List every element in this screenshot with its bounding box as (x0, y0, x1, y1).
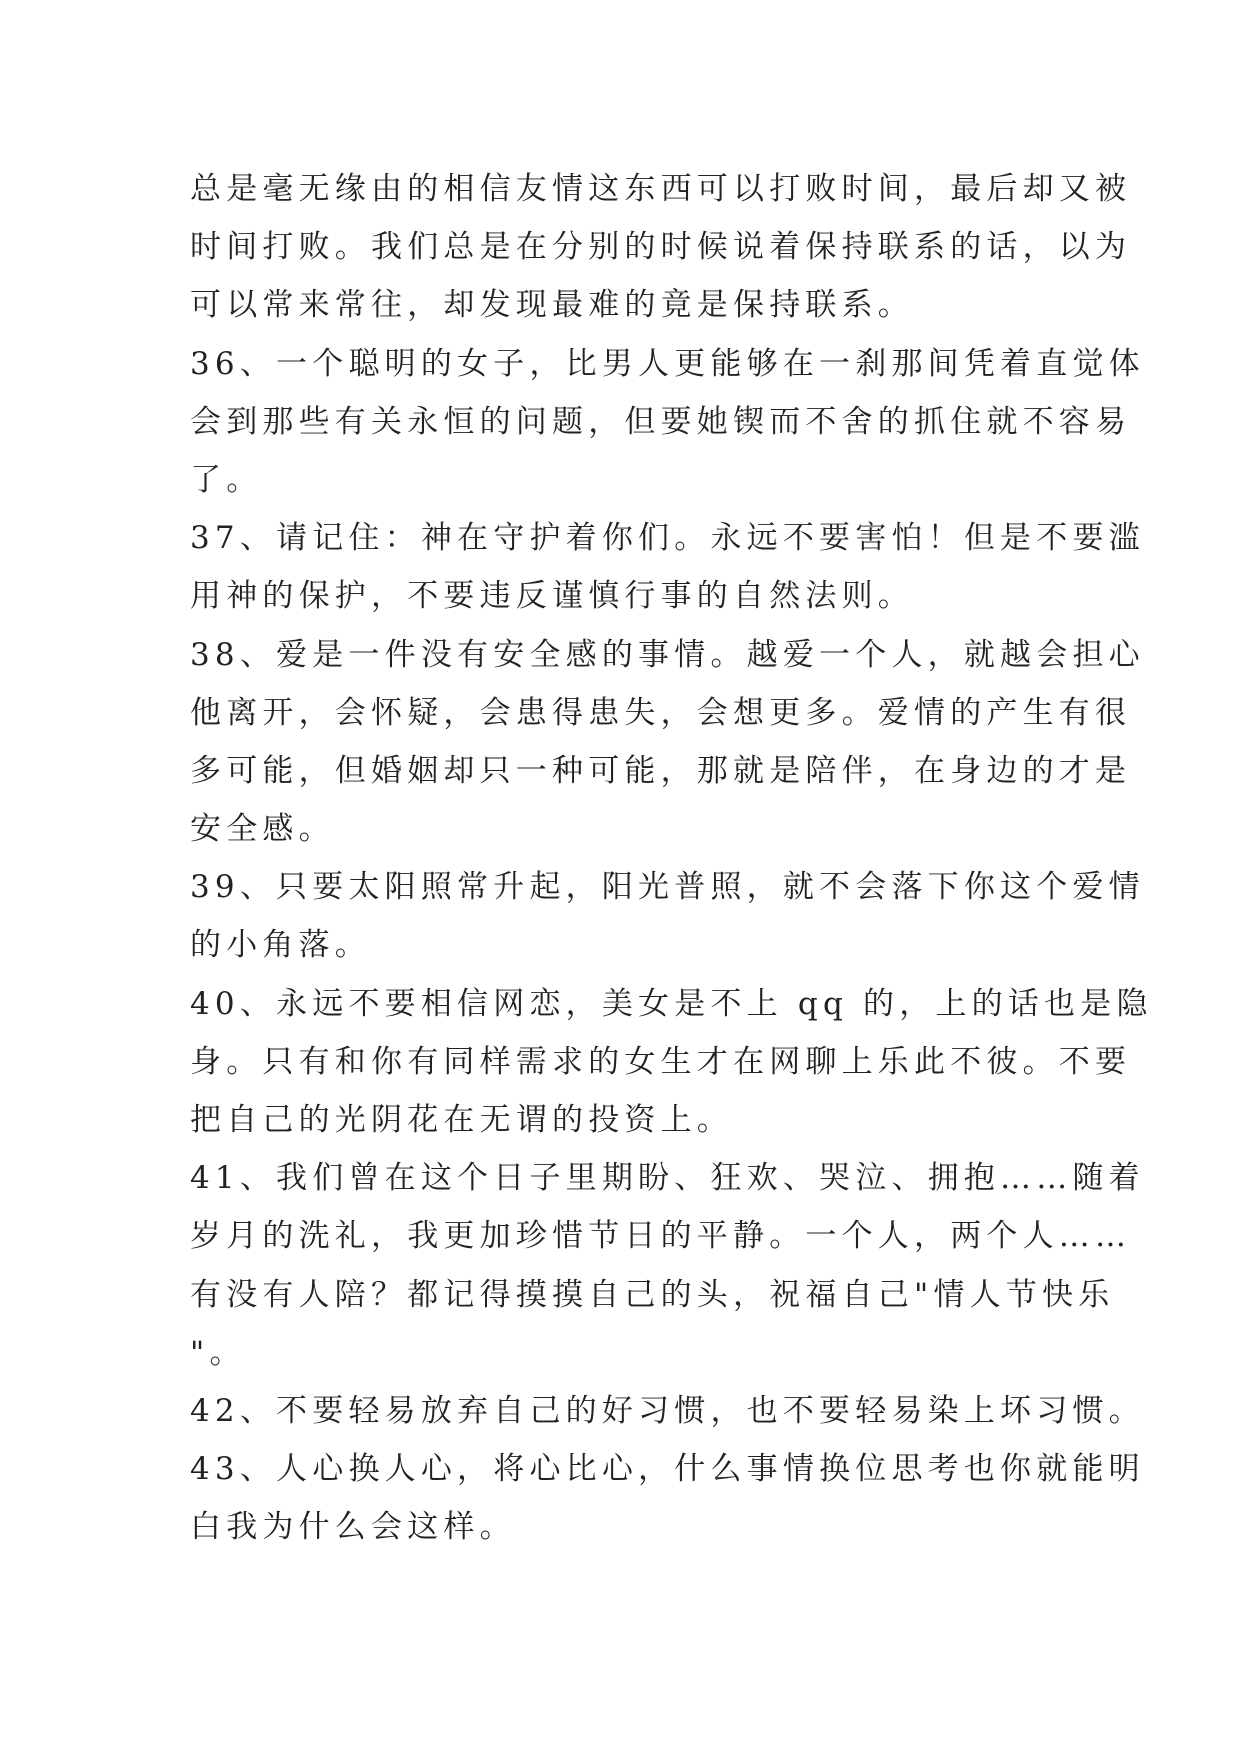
text-line: 把自己的光阴花在无谓的投资上。 (190, 1102, 733, 1138)
text-line: 时间打败。我们总是在分别的时候说着保持联系的话，以为 (190, 229, 1132, 266)
text-line: 42、不要轻易放弃自己的好习惯，也不要轻易染上坏习惯。 (190, 1392, 1145, 1429)
body-text (190, 160, 1153, 1557)
text-line: 多可能，但婚姻却只一种可能，那就是陪伴，在身边的才是 (190, 752, 1132, 789)
text-line: 白我为什么会这样。 (190, 1509, 516, 1546)
text-line: 用神的保护，不要违反谨慎行事的自然法则。 (190, 578, 914, 615)
text-line: 岁月的洗礼，我更加珍惜节日的平静。一个人，两个人…… (190, 1218, 1132, 1255)
text-line: 总是毫无缘由的相信友情这东西可以打败时间，最后却又被 (190, 171, 1132, 207)
text-line: 安全感。 (190, 811, 335, 848)
text-line: 身。只有和你有同样需求的女生才在网聊上乐此不彼。不要 (190, 1043, 1132, 1080)
text-line: 37、请记住：神在守护着你们。永远不要害怕！但是不要滥 (190, 520, 1145, 557)
text-line: 有没有人陪？都记得摸摸自己的头，祝福自己"情人节快乐 (190, 1276, 1115, 1313)
text-line: 的小角落。 (190, 927, 371, 964)
text-line: 38、爱是一件没有安全感的事情。越爱一个人，就越会担心 (190, 636, 1145, 673)
text-line: 36、一个聪明的女子，比男人更能够在一刹那间凭着直觉体 (190, 345, 1145, 382)
text-line: 会到那些有关永恒的问题，但要她锲而不舍的抓住就不容易 (190, 403, 1132, 440)
text-line: 43、人心换人心，将心比心，什么事情换位思考也你就能明 (190, 1451, 1145, 1488)
text-line: 40、永远不要相信网恋，美女是不上 qq 的，上的话也是隐 (190, 985, 1153, 1022)
text-line: 他离开，会怀疑，会患得患失，会想更多。爱情的产生有很 (190, 694, 1132, 731)
text-line: 39、只要太阳照常升起，阳光普照，就不会落下你这个爱情 (190, 869, 1145, 906)
text-line: 了。 (190, 461, 263, 498)
text-line: 可以常来常往，却发现最难的竟是保持联系。 (190, 287, 914, 324)
text-line: 41、我们曾在这个日子里期盼、狂欢、哭泣、拥抱……随着 (190, 1160, 1145, 1197)
text-line: "。 (190, 1334, 246, 1371)
